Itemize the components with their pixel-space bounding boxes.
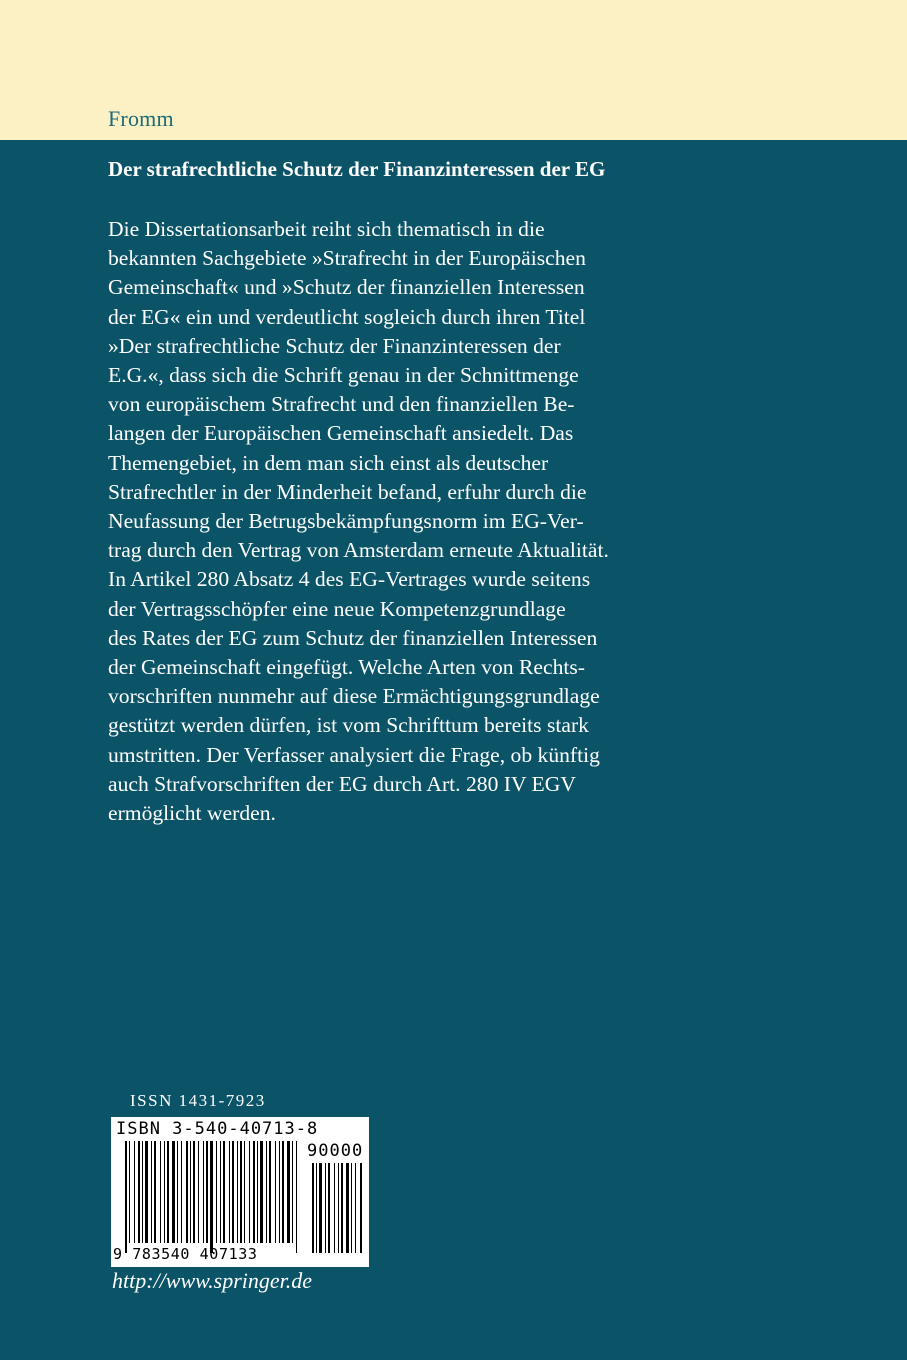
author-name: Fromm: [108, 106, 174, 131]
publisher-url[interactable]: http://www.springer.de: [112, 1268, 313, 1293]
isbn-number: ISBN 3-540-40713-8: [116, 1119, 319, 1139]
blurb-line: Strafrechtler in der Minderheit befand, erfuhr durch die: [108, 479, 587, 504]
blurb-line: auch Strafvorschriften der EG durch Art. 280 IV EGV: [108, 771, 576, 796]
blurb-line: »Der strafrechtliche Schutz der Finanzinteressen der: [108, 333, 561, 358]
blurb-line: In Artikel 280 Absatz 4 des EG-Vertrages wurde seitens: [108, 567, 591, 592]
blurb-line: Gemeinschaft« und »Schutz der finanziellen Interessen: [108, 275, 585, 300]
blurb-line: Die Dissertationsarbeit reiht sich thematisch in die: [108, 217, 545, 241]
barcode-addon-digits: 90000: [307, 1141, 364, 1161]
blurb-line: bekannten Sachgebiete »Strafrecht in der Europäischen: [108, 246, 586, 271]
blurb-line: umstritten. Der Verfasser analysiert die Frage, ob künftig: [108, 742, 600, 767]
blurb-line: von europäischem Strafrecht und den finanziellen Be-: [108, 392, 575, 417]
blurb-line: gestützt werden dürfen, ist vom Schrifttum bereits stark: [108, 713, 589, 738]
blurb-line: Themengebiet, in dem man sich einst als deutscher: [108, 450, 549, 475]
blurb-line: vorschriften nunmehr auf diese Ermächtigungsgrundlage: [108, 684, 600, 709]
issn-number: ISSN 1431-7923: [130, 1091, 266, 1110]
blurb-line: Neufassung der Betrugsbekämpfungsnorm im EG-Ver-: [108, 509, 584, 534]
blurb-line: der EG« ein und verdeutlicht sogleich durch ihren Titel: [108, 304, 586, 329]
blurb-line: der Gemeinschaft eingefügt. Welche Arten von Rechts-: [108, 655, 585, 680]
blurb-text: [108, 215, 668, 828]
blurb-line: der Vertragsschöpfer eine neue Kompetenzgrundlage: [108, 596, 566, 621]
barcode-ean-digits: 9 783540 407133: [113, 1245, 258, 1263]
blurb-line: trag durch den Vertrag von Amsterdam erneute Aktualität.: [108, 538, 609, 563]
blurb-line: des Rates der EG zum Schutz der finanziellen Interessen: [108, 625, 598, 650]
blurb-line: E.G.«, dass sich die Schrift genau in der Schnittmenge: [108, 363, 579, 388]
book-title: Der strafrechtliche Schutz der Finanzinteressen der EG: [108, 157, 606, 181]
blurb-line: ermöglicht werden.: [108, 801, 276, 826]
isbn-barcode: [111, 1117, 369, 1267]
blurb-line: langen der Europäischen Gemeinschaft ansiedelt. Das: [108, 421, 574, 446]
